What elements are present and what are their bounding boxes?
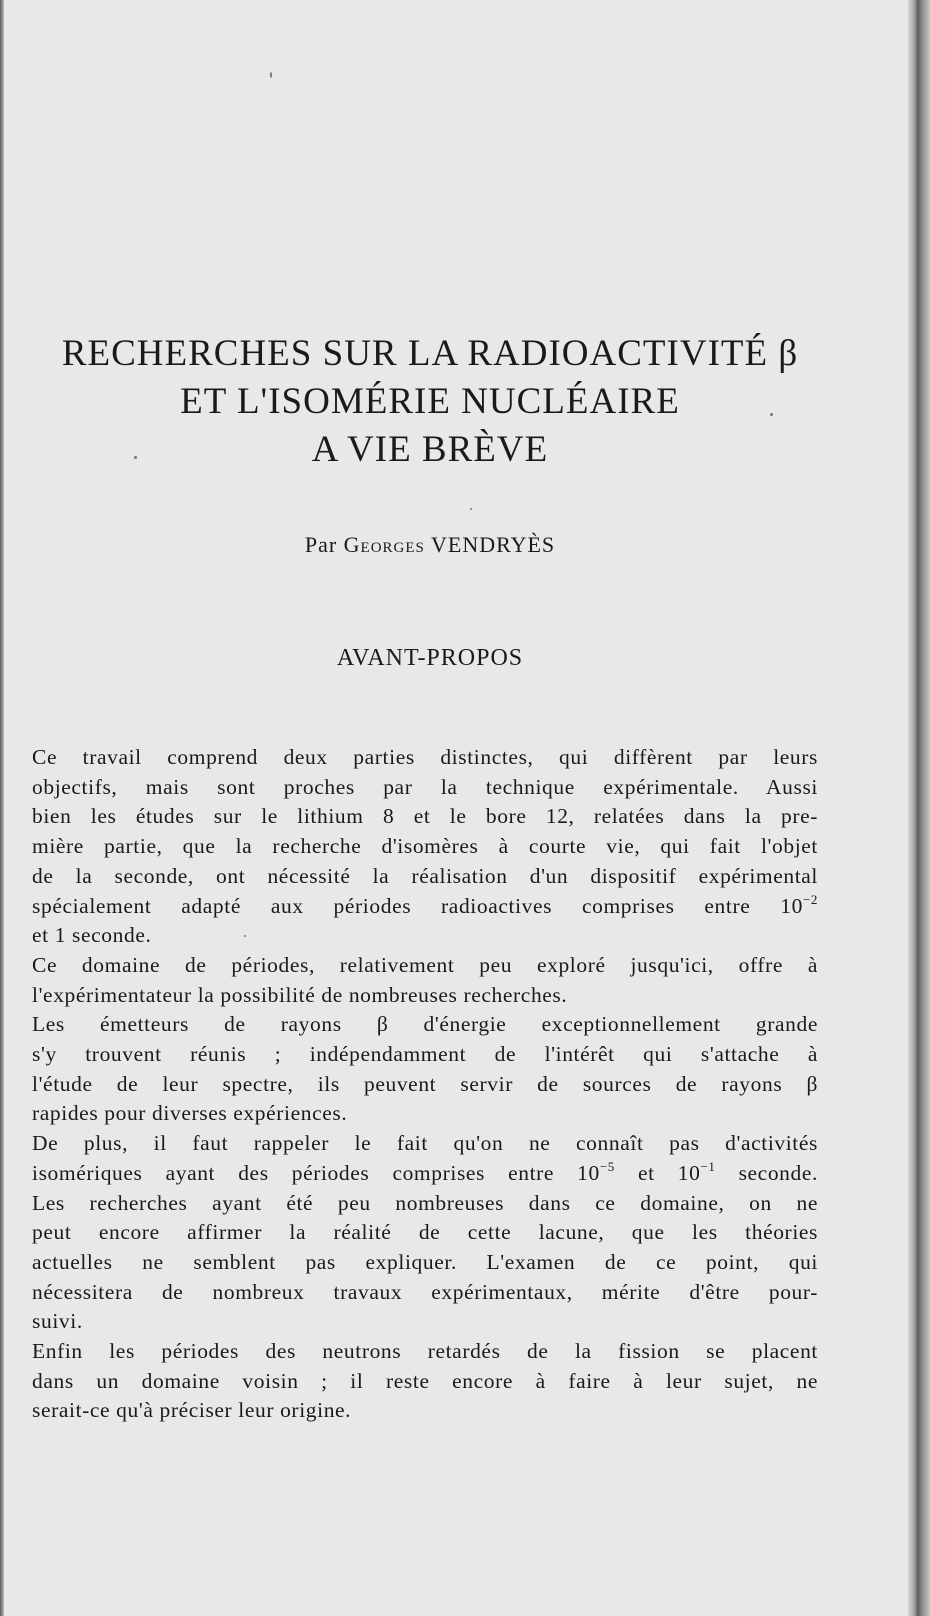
line-text: seconde. <box>715 1160 818 1185</box>
paragraph-line: Les recherches ayant été peu nombreuses dans ce domaine, on ne <box>32 1190 818 1215</box>
article-title <box>40 330 820 474</box>
exponent: −5 <box>599 1158 615 1174</box>
paragraph-line: suivi. <box>32 1309 83 1334</box>
paragraph-line: l'expérimentateur la possibilité de nombreuses recherches. <box>32 982 568 1007</box>
author-line <box>40 532 820 558</box>
paragraph-line <box>32 892 818 922</box>
exponent: −1 <box>700 1158 716 1174</box>
paragraph-line: serait-ce qu'à préciser leur origine. <box>32 1398 352 1423</box>
paragraph-line: dans un domaine voisin ; il reste encore à faire à leur sujet, ne <box>32 1368 818 1393</box>
paragraph-line: Les émetteurs de rayons β d'énergie exceptionnellement grande <box>32 1012 818 1037</box>
paragraph-line <box>32 1159 818 1189</box>
scan-speck <box>470 508 472 510</box>
paragraph-line: nécessitera de nombreux travaux expérimentaux, mérite d'être pour- <box>32 1279 818 1304</box>
author-first-name: Georges <box>343 532 425 557</box>
title-line-3: A VIE BRÈVE <box>311 429 549 470</box>
paragraph-line: et 1 seconde. <box>32 923 152 948</box>
paragraph-line: Enfin les périodes des neutrons retardés de la fission se placent <box>32 1339 818 1364</box>
body-text <box>32 743 818 1426</box>
paragraph-line: mière partie, que la recherche d'isomères à courte vie, qui fait l'objet <box>32 834 818 859</box>
page-left-edge <box>0 0 4 1616</box>
author-prefix: Par <box>304 532 338 557</box>
paragraph-line: Ce domaine de périodes, relativement peu exploré jusqu'ici, offre à <box>32 952 818 977</box>
title-line-2: ET L'ISOMÉRIE NUCLÉAIRE <box>180 381 680 422</box>
paragraph-line: Ce travail comprend deux parties distinctes, qui diffèrent par leurs <box>32 745 818 769</box>
title-line-1: RECHERCHES SUR LA RADIOACTIVITÉ β <box>61 333 799 374</box>
paragraph-line: De plus, il faut rappeler le fait qu'on ne connaît pas d'activités <box>32 1131 818 1156</box>
paragraph-line: objectifs, mais sont proches par la technique expérimentale. Aussi <box>32 774 818 799</box>
scan-speck <box>270 72 272 78</box>
paragraph-line: peut encore affirmer la réalité de cette lacune, que les théories <box>32 1220 818 1245</box>
author-last-name: VENDRYÈS <box>431 532 556 557</box>
paragraph-line: l'étude de leur spectre, ils peuvent servir de sources de rayons β <box>32 1071 818 1096</box>
line-text: isomériques ayant des périodes comprises entre 10 <box>32 1160 600 1185</box>
line-text: et 10 <box>614 1160 701 1185</box>
paragraph-line: s'y trouvent réunis ; indépendamment de l'intérêt qui s'attache à <box>32 1042 818 1067</box>
exponent: −2 <box>802 891 818 907</box>
paragraph-line: de la seconde, ont nécessité la réalisation d'un dispositif expérimental <box>32 863 818 888</box>
line-text: spécialement adapté aux périodes radioactives comprises entre 10 <box>32 893 803 918</box>
paragraph-line: bien les études sur le lithium 8 et le bore 12, relatées dans la pre- <box>32 804 818 829</box>
paragraph-line: actuelles ne semblent pas expliquer. L'examen de ce point, qui <box>32 1249 818 1274</box>
paragraph-line: rapides pour diverses expériences. <box>32 1101 348 1126</box>
page-right-edge <box>908 0 930 1616</box>
section-heading: AVANT-PROPOS <box>336 645 524 671</box>
